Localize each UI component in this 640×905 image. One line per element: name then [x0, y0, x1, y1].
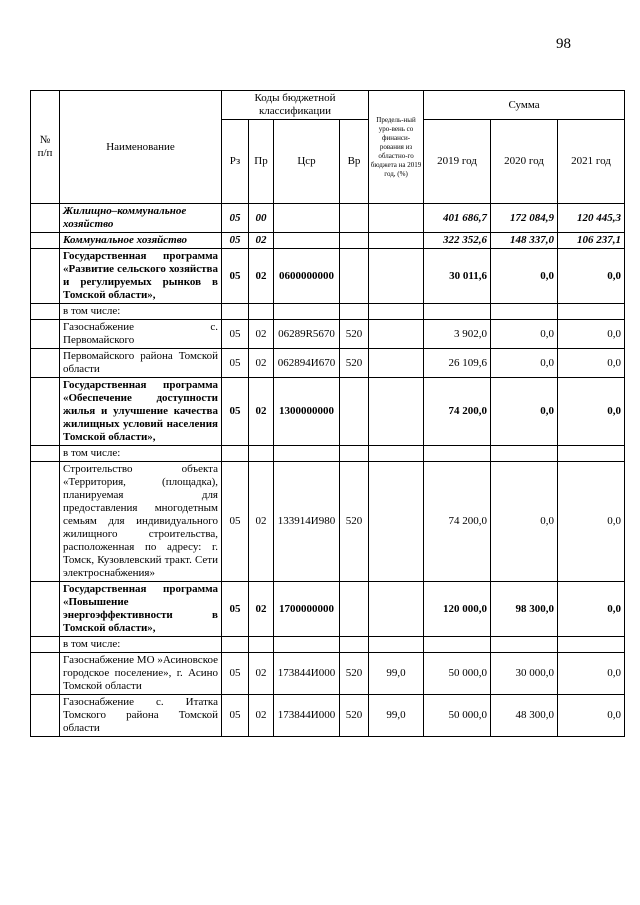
row-rz: 05: [222, 653, 249, 695]
row-vr: [340, 249, 369, 304]
row-rz: 05: [222, 462, 249, 582]
row-csr: [274, 204, 340, 233]
header-pr: Пр: [249, 120, 274, 204]
row-pr: 02: [249, 462, 274, 582]
table-row: [31, 462, 625, 582]
row-vr: 520: [340, 349, 369, 378]
row-csr: 1300000000: [274, 378, 340, 446]
row-sum-2020: 0,0: [491, 378, 558, 446]
row-sum-2019: 74 200,0: [424, 462, 491, 582]
table-row: [31, 582, 625, 637]
row-sum-2020: 0,0: [491, 320, 558, 349]
row-pr: 02: [249, 249, 274, 304]
row-pr: 02: [249, 653, 274, 695]
row-sum-2020: 0,0: [491, 249, 558, 304]
row-vr: 520: [340, 653, 369, 695]
row-sum-2019: 120 000,0: [424, 582, 491, 637]
row-rz: 05: [222, 249, 249, 304]
row-sum-2019: 3 902,0: [424, 320, 491, 349]
row-sum-2019: 50 000,0: [424, 653, 491, 695]
row-rz: 05: [222, 349, 249, 378]
row-pr: 00: [249, 204, 274, 233]
table-row: [31, 249, 625, 304]
row-sum-2020: 48 300,0: [491, 695, 558, 737]
table-row: [31, 349, 625, 378]
row-sum-2021: 0,0: [558, 378, 625, 446]
row-sum-2021: 0,0: [558, 320, 625, 349]
row-rz: 05: [222, 204, 249, 233]
row-limit: [369, 378, 424, 446]
row-name: в том числе:: [60, 446, 222, 462]
row-sum-2021: 0,0: [558, 249, 625, 304]
row-sum-2020: 0,0: [491, 462, 558, 582]
row-limit: [369, 320, 424, 349]
row-vr: 520: [340, 695, 369, 737]
row-sum-2021: 106 237,1: [558, 233, 625, 249]
row-name: Государственная программа «Развитие сельского хозяйства и регулируемых рынков в Томской области»,: [60, 249, 222, 304]
table-row: [31, 446, 625, 462]
row-name: Жилищно–коммунальное хозяйство: [60, 204, 222, 233]
table-row: [31, 637, 625, 653]
row-name: в том числе:: [60, 637, 222, 653]
row-rz: 05: [222, 378, 249, 446]
row-name: Газоснабжение МО »Асиновское городское поселение», г. Асино Томской области: [60, 653, 222, 695]
row-sum-2021: 120 445,3: [558, 204, 625, 233]
header-codes: Коды бюджетной классификации: [222, 91, 369, 120]
table-row: [31, 233, 625, 249]
row-sum-2021: 0,0: [558, 582, 625, 637]
row-limit: [369, 204, 424, 233]
header-limit: Предель-ный уро-вень со финанси-рования из областно-го бюджета на 2019 год, (%): [369, 91, 424, 204]
row-pr: 02: [249, 378, 274, 446]
row-csr: 1700000000: [274, 582, 340, 637]
row-csr: 06289R5670: [274, 320, 340, 349]
row-vr: [340, 233, 369, 249]
table-row: [31, 695, 625, 737]
row-limit: 99,0: [369, 695, 424, 737]
row-name: Газоснабжение с. Итатка Томского района Томской области: [60, 695, 222, 737]
row-name: в том числе:: [60, 304, 222, 320]
row-name: Газоснабжение с. Первомайского: [60, 320, 222, 349]
row-sum-2020: 0,0: [491, 349, 558, 378]
row-sum-2021: 0,0: [558, 653, 625, 695]
row-csr: 0600000000: [274, 249, 340, 304]
table-row: [31, 653, 625, 695]
row-limit: [369, 462, 424, 582]
row-limit: 99,0: [369, 653, 424, 695]
table-row: [31, 304, 625, 320]
row-name: Коммунальное хозяйство: [60, 233, 222, 249]
row-limit: [369, 249, 424, 304]
row-sum-2019: 30 011,6: [424, 249, 491, 304]
row-limit: [369, 233, 424, 249]
row-csr: 173844И000: [274, 653, 340, 695]
budget-table: [30, 90, 625, 737]
row-vr: [340, 204, 369, 233]
table-row: [31, 204, 625, 233]
row-limit: [369, 582, 424, 637]
header-2021: 2021 год: [558, 120, 625, 204]
row-csr: 062894И670: [274, 349, 340, 378]
row-sum-2021: 0,0: [558, 462, 625, 582]
row-name: Государственная программа «Обеспечение доступности жилья и улучшение качества жилищных условий населения Томской области»,: [60, 378, 222, 446]
row-pr: 02: [249, 233, 274, 249]
row-sum-2021: 0,0: [558, 349, 625, 378]
row-vr: [340, 582, 369, 637]
row-rz: 05: [222, 233, 249, 249]
table-row: [31, 378, 625, 446]
header-name: Наименование: [60, 91, 222, 204]
row-rz: 05: [222, 582, 249, 637]
row-limit: [369, 349, 424, 378]
row-name: Государственная программа «Повышение энергоэффективности в Томской области»,: [60, 582, 222, 637]
row-sum-2019: 401 686,7: [424, 204, 491, 233]
header-2020: 2020 год: [491, 120, 558, 204]
row-sum-2020: 98 300,0: [491, 582, 558, 637]
header-vr: Вр: [340, 120, 369, 204]
row-sum-2020: 148 337,0: [491, 233, 558, 249]
row-pr: 02: [249, 320, 274, 349]
row-sum-2020: 172 084,9: [491, 204, 558, 233]
table-row: [31, 320, 625, 349]
row-csr: 133914И980: [274, 462, 340, 582]
row-name: Первомайского района Томской области: [60, 349, 222, 378]
row-vr: 520: [340, 320, 369, 349]
row-pr: 02: [249, 695, 274, 737]
row-csr: [274, 233, 340, 249]
header-csr: Цср: [274, 120, 340, 204]
row-sum-2019: 74 200,0: [424, 378, 491, 446]
row-sum-2019: 26 109,6: [424, 349, 491, 378]
header-2019: 2019 год: [424, 120, 491, 204]
row-vr: 520: [340, 462, 369, 582]
row-sum-2019: 322 352,6: [424, 233, 491, 249]
row-vr: [340, 378, 369, 446]
row-sum-2021: 0,0: [558, 695, 625, 737]
header-sum: Сумма: [424, 91, 625, 120]
row-sum-2020: 30 000,0: [491, 653, 558, 695]
row-sum-2019: 50 000,0: [424, 695, 491, 737]
row-pr: 02: [249, 349, 274, 378]
row-rz: 05: [222, 695, 249, 737]
header-rz: Рз: [222, 120, 249, 204]
row-pr: 02: [249, 582, 274, 637]
page-number: 98: [556, 36, 571, 52]
row-rz: 05: [222, 320, 249, 349]
header-num: № п/п: [31, 91, 60, 204]
row-csr: 173844И000: [274, 695, 340, 737]
row-name: Строительство объекта «Территория, (площадка), планируемая для предоставления многодетным семьям для индивидуального жилищного строительства, расположенная по адресу: г. Томск, Кузовлевский тракт. Сети электроснабжения»: [60, 462, 222, 582]
